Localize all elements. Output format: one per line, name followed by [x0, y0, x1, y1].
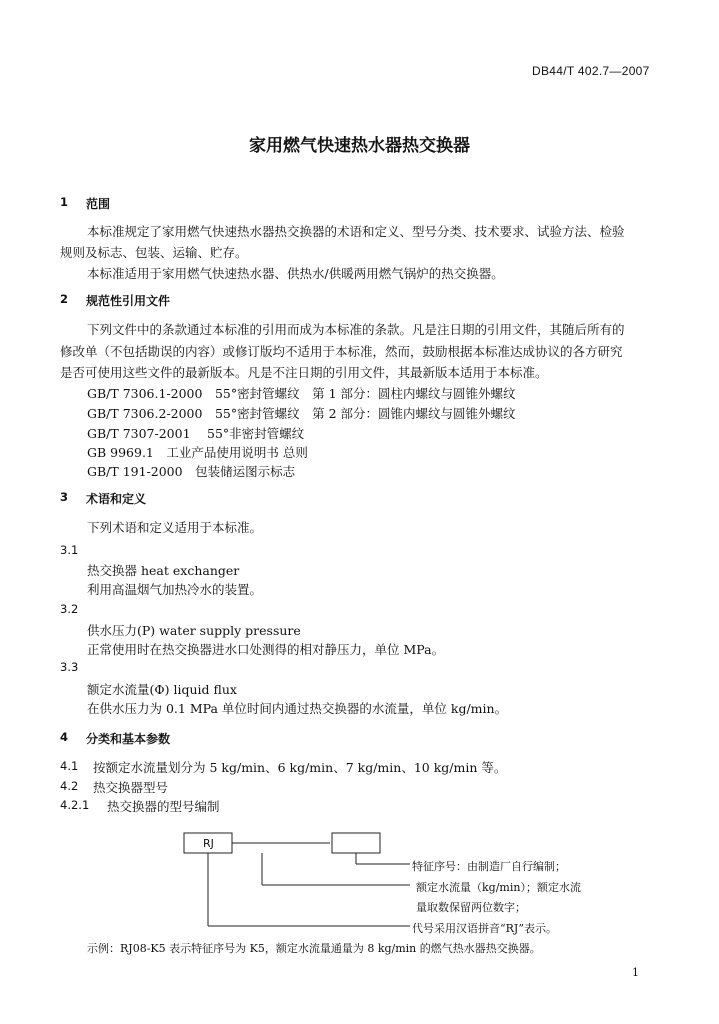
- section-2-number: 2: [60, 292, 69, 306]
- clause-3-2-definition: 正常使用时在热交换器进水口处测得的相对静压力，单位 MPa。: [87, 642, 445, 657]
- page-number: 1: [632, 966, 639, 979]
- clause-3-1-number: 3.1: [60, 543, 79, 557]
- section-1-paragraph-1a: 本标准规定了家用燃气快速热水器热交换器的术语和定义、型号分类、技术要求、试验方法、检验: [87, 224, 625, 239]
- clause-4-2-1-number: 4.2.1: [60, 798, 90, 812]
- standard-number: DB44/T 402.7—2007: [532, 64, 650, 78]
- clause-3-2-number: 3.2: [60, 602, 79, 616]
- reference-item: GB/T 7306.2-2000 55°密封管螺纹 第 2 部分：圆锥内螺纹与圆锥外螺纹: [87, 406, 516, 421]
- reference-item: GB/T 7306.1-2000 55°密封管螺纹 第 1 部分：圆柱内螺纹与圆锥外螺纹: [87, 386, 516, 401]
- feature-box: [332, 833, 380, 853]
- diagram-label-feature: 特征序号：由制造厂自行编制；: [412, 860, 566, 873]
- section-1-heading: 范围: [86, 197, 111, 211]
- clause-4-2-1-text: 热交换器的型号编制: [107, 799, 220, 814]
- diagram-label-flow: 额定水流量（kg/min）；额定水流: [416, 881, 581, 894]
- clause-4-1-text: 按额定水流量划分为 5 kg/min、6 kg/min、7 kg/min、10 kg/min 等。: [93, 760, 507, 775]
- clause-3-2-term: 供水压力(P) water supply pressure: [87, 623, 301, 638]
- section-2-paragraph-a: 下列文件中的条款通过本标准的引用而成为本标准的条款。凡是注日期的引用文件，其随后所有的: [87, 322, 625, 337]
- example-text: 示例：RJ08-K5 表示特征序号为 K5，额定水流量通量为 8 kg/min 的燃气热水器热交换器。: [87, 942, 541, 955]
- diagram-label-rj: 代号采用汉语拼音“RJ”表示。: [412, 922, 557, 935]
- clause-3-1-definition: 利用高温烟气加热冷水的装置。: [87, 582, 263, 597]
- section-3-intro: 下列术语和定义适用于本标准。: [87, 520, 263, 535]
- section-3-heading: 术语和定义: [86, 492, 147, 506]
- clause-3-3-term: 额定水流量(Φ) liquid flux: [87, 682, 237, 697]
- rj-code-label: RJ: [203, 837, 214, 850]
- clause-3-3-number: 3.3: [60, 660, 79, 674]
- section-3-number: 3: [60, 490, 69, 504]
- section-2-heading: 规范性引用文件: [86, 294, 171, 308]
- section-4-heading: 分类和基本参数: [86, 732, 171, 746]
- section-4-number: 4: [60, 730, 69, 744]
- reference-item: GB 9969.1 工业产品使用说明书 总则: [87, 445, 308, 460]
- reference-item: GB/T 191-2000 包装储运图示标志: [87, 464, 296, 479]
- clause-3-3-definition: 在供水压力为 0.1 MPa 单位时间内通过热交换器的水流量，单位 kg/min。: [87, 701, 508, 716]
- clause-4-2-text: 热交换器型号: [93, 780, 169, 795]
- clause-4-2-number: 4.2: [60, 779, 79, 793]
- section-1-number: 1: [60, 195, 69, 209]
- section-1-paragraph-1b: 规则及标志、包装、运输、贮存。: [60, 245, 248, 260]
- clause-4-1-number: 4.1: [60, 759, 79, 773]
- diagram-label-flow-cont: 量取数保留两位数字；: [416, 901, 526, 914]
- page-title: 家用燃气快速热水器热交换器: [249, 136, 470, 156]
- section-2-paragraph-b: 修改单（不包括勘误的内容）或修订版均不适用于本标准，然而，鼓励根据本标准达成协议的各方研究: [60, 344, 623, 359]
- clause-3-1-term: 热交换器 heat exchanger: [87, 563, 240, 578]
- section-2-paragraph-c: 是否可使用这些文件的最新版本。凡是不注日期的引用文件，其最新版本适用于本标准。: [60, 365, 548, 380]
- section-1-paragraph-2: 本标准适用于家用燃气快速热水器、供热水/供暖两用燃气锅炉的热交换器。: [87, 266, 504, 281]
- reference-item: GB/T 7307-2001 55°非密封管螺纹: [87, 426, 305, 441]
